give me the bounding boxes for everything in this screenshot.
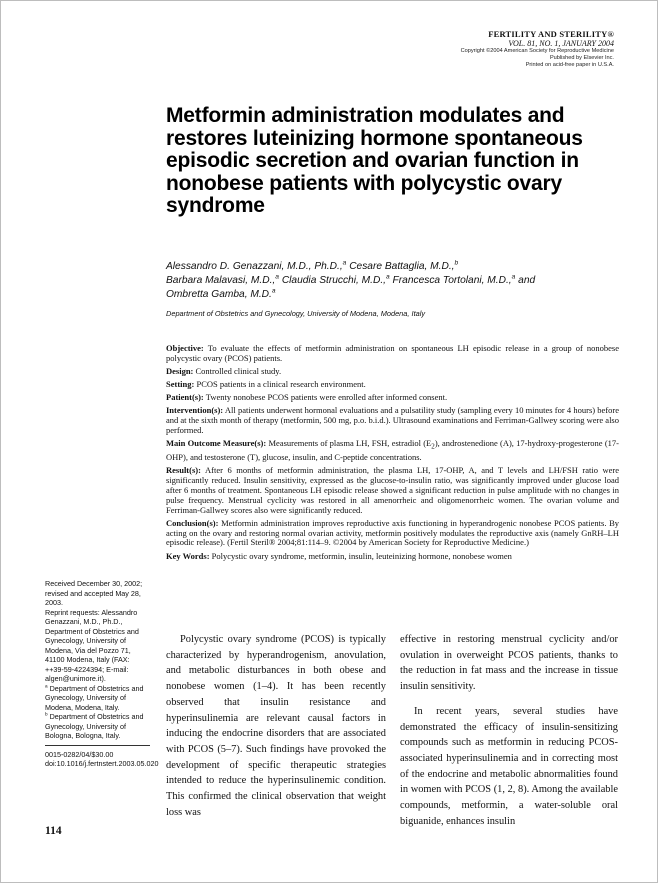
section-label: Objective: (166, 343, 204, 353)
abstract-conclusions (166, 519, 619, 549)
affiliation-marker: b (454, 259, 459, 267)
section-label: Key Words: (166, 550, 210, 561)
author-name: Cesare Battaglia, M.D., (349, 261, 455, 272)
running-header (461, 29, 614, 69)
copyright-line: Copyright ©2004 American Society for Reproductive Medicine (460, 48, 614, 54)
body-column-right (400, 632, 618, 829)
doi: doi:10.1016/j.fertnstert.2003.05.020 (45, 759, 159, 768)
affiliation-marker: b (45, 711, 48, 717)
affiliation-note-a (45, 684, 150, 713)
section-text: To evaluate the effects of metformin administration on spontaneous LH episodic release in a group of nonobese polycystic ovary (PCOS) patients. (166, 343, 619, 363)
subscript: 2 (431, 442, 435, 451)
abstract-results (166, 466, 619, 516)
section-label: Result(s): (166, 464, 201, 475)
section-text: Polycystic ovary syndrome, metformin, insulin, leuteinizing hormone, nonobese women (211, 550, 512, 561)
author-name: Ombretta Gamba, M.D. (166, 289, 272, 300)
section-label: Design: (166, 366, 194, 376)
publisher-line: Published by Elsevier Inc. (549, 55, 614, 61)
journal-issue: VOL. 81, NO. 1, JANUARY 2004 (508, 39, 614, 48)
affiliation-marker: a (275, 273, 279, 281)
section-text: All patients underwent hormonal evaluations and a pulsatility study (sampling every 10 minutes for 4 hours) before and at the sixth month of therapy (metformin, 500 mg, p.o. b.i.d.). Ultrasound examinations and Ferriman-Gallwey scoring were also performed. (166, 405, 620, 436)
abstract-design (166, 367, 619, 377)
abstract-interventions (166, 406, 619, 436)
abstract-setting (166, 380, 619, 390)
abstract (166, 344, 619, 565)
section-label: Intervention(s): (166, 405, 224, 416)
section-label: Patient(s): (166, 392, 204, 403)
author-name: Francesca Tortolani, M.D., (392, 275, 512, 286)
author-name: Claudia Strucchi, M.D., (281, 275, 386, 286)
issn-code: 0015-0282/04/$30.00 (45, 749, 114, 759)
section-text: Twenty nonobese PCOS patients were enrolled after informed consent. (205, 392, 448, 403)
received-dates: Received December 30, 2002; revised and accepted May 28, 2003. (45, 579, 143, 607)
reprint-requests: Reprint requests: Alessandro Genazzani, M.D., Ph.D., Department of Obstetrics and Gynecology, University of Modena, Via del Pozzo 71, 41100 Modena, Italy (FAX: ++39-59-4224394; E-mail: algen@unimore.it). (45, 607, 139, 683)
article-notes (45, 579, 159, 769)
affiliation-marker: a (271, 287, 276, 295)
journal-name: FERTILITY AND STERILITY® (488, 29, 614, 39)
paper-note: Printed on acid-free paper in U.S.A. (525, 62, 614, 68)
affiliation-text: Department of Obstetrics and Gynecology, University of Bologna, Bologna, Italy. (45, 712, 144, 740)
author-name: Barbara Malavasi, M.D., (166, 275, 276, 286)
section-text: Metformin administration improves reproductive axis functioning in hyperandrogenic nonobese PCOS patients. By acting on the ovary and restoring normal ovarian activity, metformin positively modulates the reproductive axis (namely GnRH–LH episodic release). (Fertil Steril® 2004;81:114–9. ©2004 by American Society for Reproductive Medicine.) (166, 517, 619, 548)
section-text: PCOS patients in a clinical research environment. (196, 379, 366, 390)
section-text: After 6 months of metformin administration, the plasma LH, 17-OHP, A, and T levels and LH/FSH ratio were significantly reduced. Insulin sensitivity, expressed as the glucose-to-insulin ratio, was significantly improved under glucose load after 6 months of treatment. Spontaneous LH episodic release showed a significant reduction in pulse amplitude with no changes in pulse frequency. Menstrual cyclicity was restored in all amenorrheic and oligomenorrheic women. The ovarian volume and Ferriman-Gallwey scores also were significantly reduced. (166, 464, 620, 515)
abstract-objective (166, 344, 619, 364)
affiliation-marker: a (386, 273, 390, 281)
author-affiliation: Department of Obstetrics and Gynecology, University of Modena, Modena, Italy (166, 309, 426, 318)
body-column-left (166, 632, 386, 820)
abstract-patients (166, 393, 619, 403)
section-text: Controlled clinical study. (195, 366, 282, 376)
affiliation-note-b (45, 712, 150, 741)
abstract-outcome (166, 439, 619, 463)
affiliation-marker: a (511, 273, 516, 281)
author-conjunction: and (518, 275, 536, 286)
author-list (166, 260, 626, 302)
body-paragraph: In recent years, several studies have demonstrated the efficacy of insulin-sensitizing compounds such as metformin in reducing PCOS-associated hyperinsulinemia and in correcting most of the endocrine and metabolic abnormalities found in women with PCOS (1, 2, 8). Among the available compounds, metformin, a water-soluble oral biguanide, enhances insulin (400, 705, 618, 827)
section-text: Measurements of plasma LH, FSH, estradiol (E (268, 438, 432, 449)
section-label: Setting: (166, 379, 195, 390)
section-label: Conclusion(s): (166, 517, 219, 528)
affiliation-marker: a (45, 683, 48, 689)
body-paragraph: Polycystic ovary syndrome (PCOS) is typically characterized by hyperandrogenism, anovulation, and metabolic disturbances in both obese and nonobese women (1–4). It has been recently observed that insulin resistance and hyperinsulinemia are relevant causal factors in inducing the endocrine disorders that are associated with PCOS (5–7). Such findings have provoked the development of specific therapeutic strategies intended to reduce the hyperinsulinemic condition. This confirmed the clinical observation that weight loss was (166, 634, 386, 818)
divider (45, 745, 150, 746)
page-number: 114 (45, 825, 62, 837)
abstract-keywords (166, 552, 619, 562)
section-text: ), androstenedione (A), 17-hydroxy-progesterone (17-OHP), and testosterone (T), glucose, insulin, and C-peptide concentrations. (166, 438, 619, 462)
body-paragraph: effective in restoring menstrual cyclicity and/or ovulation in overweight PCOS patients, thanks to the reduction in fat mass and the increase in tissue insulin sensitivity. (400, 634, 618, 693)
affiliation-marker: a (342, 259, 347, 267)
section-label: Main Outcome Measure(s): (166, 438, 267, 449)
article-title: Metformin administration modulates and restores luteinizing hormone spontaneous episodic secretion and ovarian function in nonobese patients with polycystic ovary syndrome (166, 104, 583, 218)
author-name: Alessandro D. Genazzani, M.D., Ph.D., (166, 261, 343, 272)
affiliation-text: Department of Obstetrics and Gynecology, University of Modena, Modena, Italy. (45, 683, 144, 712)
